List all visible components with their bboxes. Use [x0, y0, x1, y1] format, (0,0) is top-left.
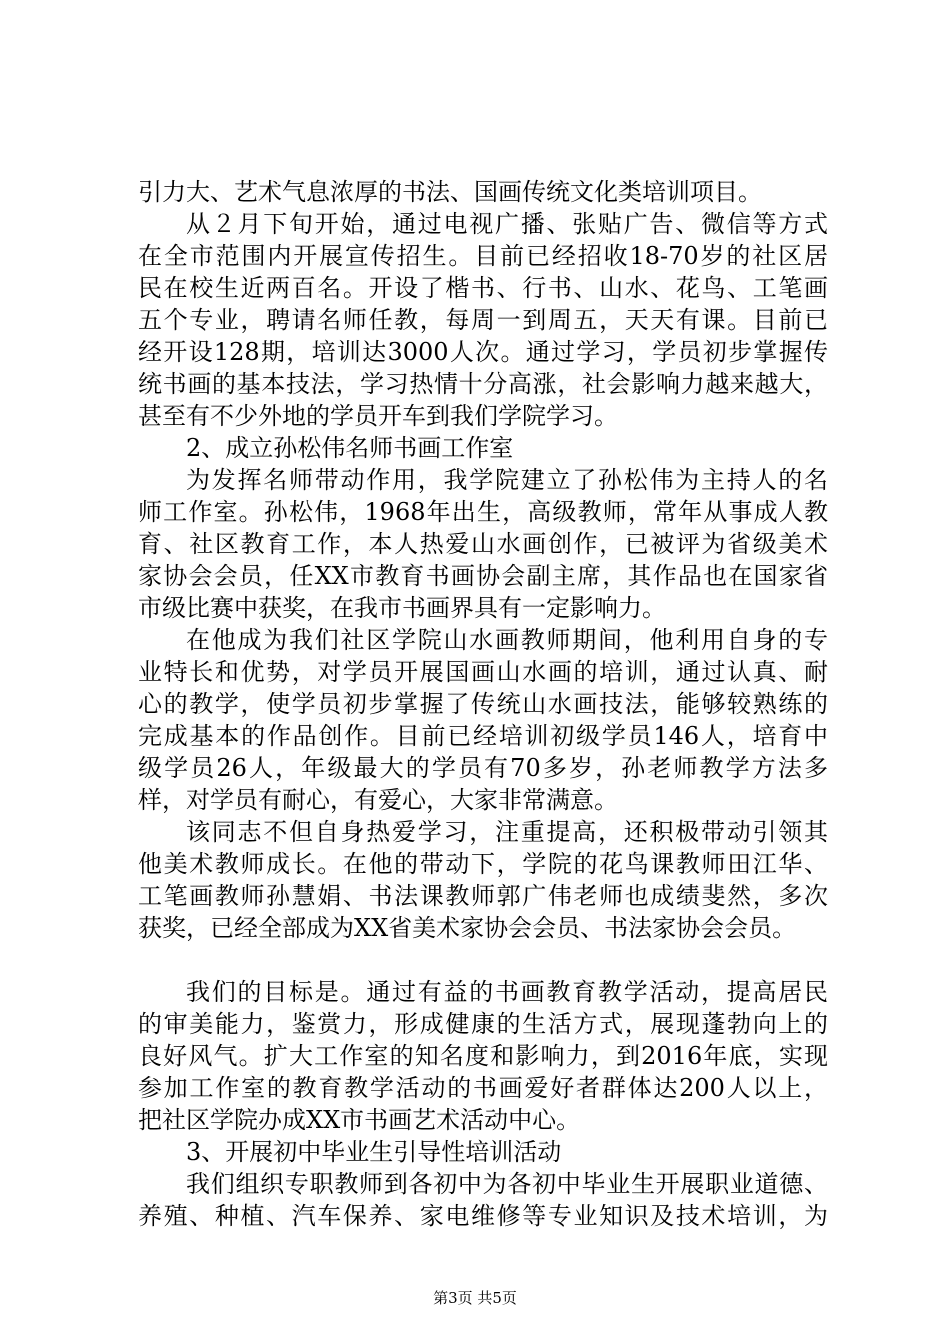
text-line: 把社区学院办成XX市书画艺术活动中心。: [138, 1106, 581, 1134]
section-heading: 2、成立孙松伟名师书画工作室: [186, 434, 514, 462]
text-line: 他美术教师成长。在他的带动下，学院的花鸟课教师田江华、: [138, 850, 828, 878]
text-line: 该同志不但自身热爱学习，注重提高，还积极带动引领其: [186, 818, 828, 846]
text-line: 参加工作室的教育教学活动的书画爱好者群体达200人以上，: [138, 1074, 828, 1102]
text-line: 从２月下旬开始，通过电视广播、张贴广告、微信等方式: [186, 210, 828, 238]
text-line: 为发挥名师带动作用，我学院建立了孙松伟为主持人的名: [186, 466, 828, 494]
document-body: [138, 176, 828, 1232]
text-line: 样，对学员有耐心，有爱心，大家非常满意。: [138, 786, 618, 814]
text-line: 五个专业，聘请名师任教，每周一到周五，天天有课。目前已: [138, 306, 828, 334]
text-line: 育、社区教育工作，本人热爱山水画创作，已被评为省级美术: [138, 530, 828, 558]
text-line: 我们组织专职教师到各初中为各初中毕业生开展职业道德、: [186, 1170, 828, 1198]
text-line: 的审美能力，鉴赏力，形成健康的生活方式，展现蓬勃向上的: [138, 1010, 828, 1038]
text-line: 在全市范围内开展宣传招生。目前已经招收18-70岁的社区居: [138, 242, 828, 270]
text-line: 师工作室。孙松伟，1968年出生，高级教师，常年从事成人教: [138, 498, 828, 526]
text-line: 在他成为我们社区学院山水画教师期间，他利用自身的专: [186, 626, 828, 654]
page-footer: 第3页 共5页: [433, 1289, 517, 1307]
text-line: 工笔画教师孙慧娟、书法课教师郭广伟老师也成绩斐然，多次: [138, 882, 828, 910]
text-line: 心的教学，使学员初步掌握了传统山水画技法，能够较熟练的: [138, 690, 828, 718]
text-line: 我们的目标是。通过有益的书画教育教学活动，提高居民: [186, 978, 828, 1006]
section-heading: 3、开展初中毕业生引导性培训活动: [186, 1138, 562, 1166]
text-line: 引力大、艺术气息浓厚的书法、国画传统文化类培训项目。: [138, 178, 762, 206]
text-line: 良好风气。扩大工作室的知名度和影响力，到2016年底，实现: [138, 1042, 828, 1070]
text-line: 经开设128期，培训达3000人次。通过学习，学员初步掌握传: [138, 338, 828, 366]
blank-line: [138, 944, 828, 976]
text-line: 获奖，已经全部成为XX省美术家协会会员、书法家协会会员。: [138, 914, 797, 942]
text-line: 业特长和优势，对学员开展国画山水画的培训，通过认真、耐: [138, 658, 828, 686]
text-line: 甚至有不少外地的学员开车到我们学院学习。: [138, 402, 618, 430]
text-line: 家协会会员，任XX市教育书画协会副主席，其作品也在国家省: [138, 562, 828, 590]
text-line: 完成基本的作品创作。目前已经培训初级学员146人，培育中: [138, 722, 828, 750]
text-line: 统书画的基本技法，学习热情十分高涨，社会影响力越来越大，: [138, 370, 828, 398]
text-line: 民在校生近两百名。开设了楷书、行书、山水、花鸟、工笔画: [138, 274, 828, 302]
text-line: 级学员26人，年级最大的学员有70多岁，孙老师教学方法多: [138, 754, 828, 782]
text-line: 市级比赛中获奖，在我市书画界具有一定影响力。: [138, 594, 666, 622]
text-line: 养殖、种植、汽车保养、家电维修等专业知识及技术培训，为: [138, 1202, 828, 1230]
